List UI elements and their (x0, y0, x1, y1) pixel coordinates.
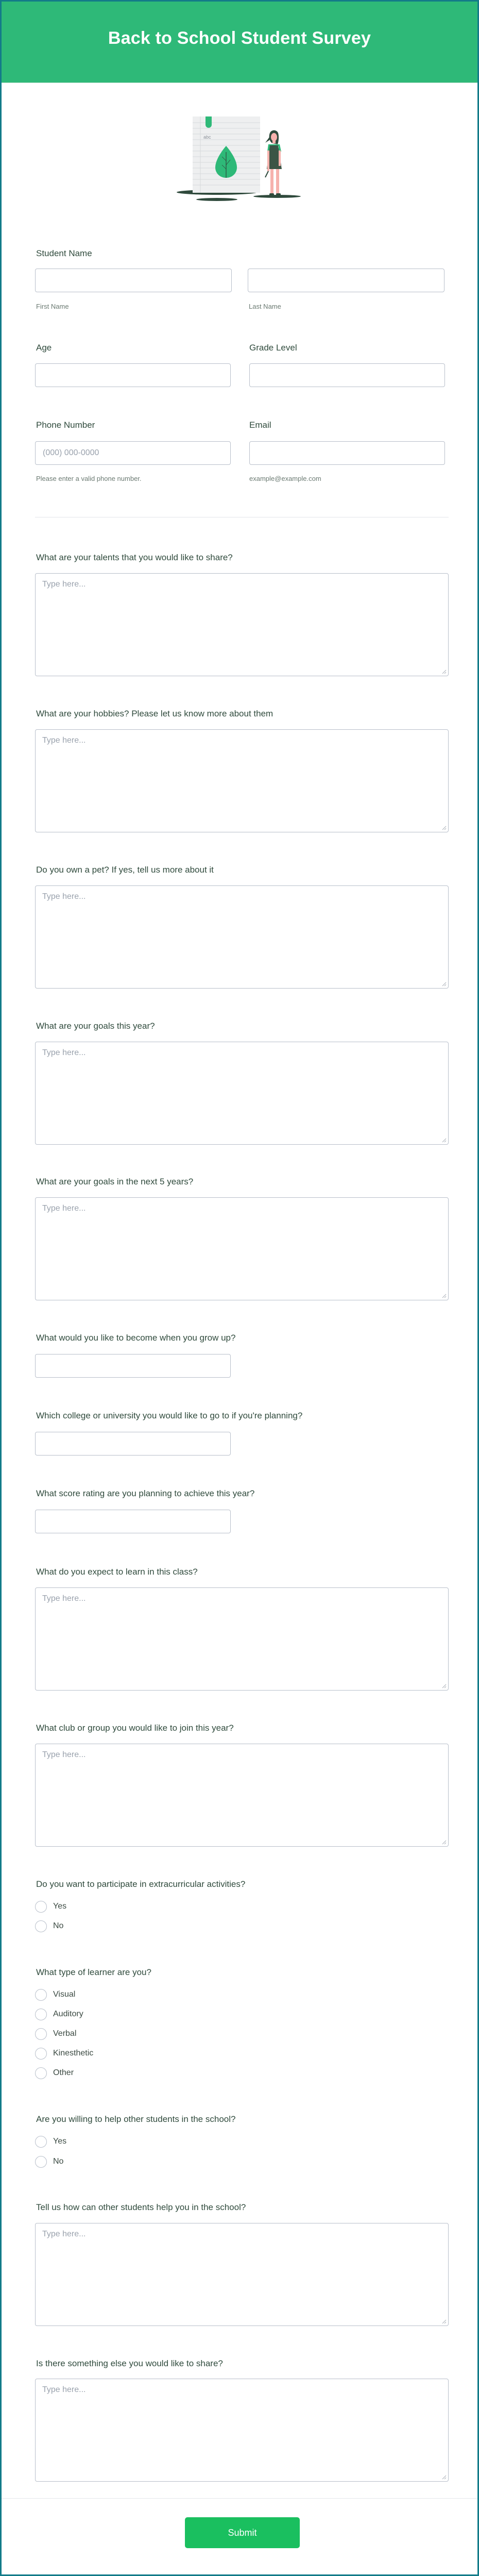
goals-5-years-label: What are your goals in the next 5 years? (36, 1177, 194, 1186)
pet-placeholder: Type here... (42, 892, 86, 901)
become-input[interactable] (35, 1354, 231, 1378)
goals-this-year-label: What are your goals this year? (36, 1021, 155, 1031)
phone-number-input[interactable]: (000) 000-0000 (35, 441, 231, 465)
help-others-option-yes[interactable]: Yes (35, 2135, 66, 2148)
last-name-input[interactable] (248, 269, 444, 292)
radio-button[interactable] (35, 2048, 47, 2060)
extracurricular-option-yes[interactable]: Yes (35, 1900, 66, 1913)
something-else-label: Is there something else you would like to share? (36, 2358, 223, 2368)
extracurricular-option-no[interactable]: No (35, 1919, 63, 1933)
expect-to-learn-label: What do you expect to learn in this class? (36, 1567, 198, 1577)
email-help-text: example@example.com (249, 475, 321, 482)
last-name-sublabel: Last Name (249, 303, 281, 310)
club-textarea[interactable] (35, 1744, 449, 1847)
resize-grip-icon[interactable] (441, 1683, 447, 1688)
learner-option-verbal[interactable]: Verbal (35, 2027, 76, 2040)
college-input[interactable] (35, 1432, 231, 1456)
talents-label: What are your talents that you would like to share? (36, 553, 233, 562)
radio-button[interactable] (35, 1989, 47, 2001)
score-rating-label: What score rating are you planning to achieve this year? (36, 1488, 255, 1498)
help-you-label: Tell us how can other students help you in the school? (36, 2202, 246, 2212)
goals-this-year-textarea[interactable] (35, 1042, 449, 1145)
radio-button[interactable] (35, 2028, 47, 2040)
goals-5-years-placeholder: Type here... (42, 1204, 86, 1213)
help-you-textarea[interactable] (35, 2223, 449, 2326)
expect-to-learn-placeholder: Type here... (42, 1594, 86, 1603)
resize-grip-icon[interactable] (441, 981, 447, 986)
grade-level-label: Grade Level (249, 343, 297, 353)
something-else-textarea[interactable] (35, 2379, 449, 2482)
talents-placeholder: Type here... (42, 580, 86, 589)
grade-level-input[interactable] (249, 363, 445, 387)
help-you-placeholder: Type here... (42, 2230, 86, 2238)
talents-textarea[interactable] (35, 573, 449, 676)
goals-5-years-textarea[interactable] (35, 1197, 449, 1300)
student-notebook-illustration (177, 113, 303, 206)
resize-grip-icon[interactable] (441, 1839, 447, 1845)
help-others-option-no[interactable]: No (35, 2155, 63, 2168)
submit-button[interactable]: Submit (185, 2517, 300, 2548)
goals-this-year-placeholder: Type here... (42, 1048, 86, 1057)
first-name-input[interactable] (35, 269, 232, 292)
something-else-placeholder: Type here... (42, 2385, 86, 2394)
student-name-label: Student Name (36, 248, 92, 258)
hobbies-textarea[interactable] (35, 729, 449, 832)
form-header (2, 2, 477, 83)
radio-button[interactable] (35, 1901, 47, 1913)
phone-help-text: Please enter a valid phone number. (36, 475, 142, 482)
svg-text:abc: abc (203, 135, 211, 140)
first-name-sublabel: First Name (36, 303, 69, 310)
club-placeholder: Type here... (42, 1750, 86, 1759)
become-label: What would you like to become when you grow up? (36, 1333, 236, 1343)
radio-button[interactable] (35, 2136, 47, 2148)
pet-label: Do you own a pet? If yes, tell us more about it (36, 865, 214, 875)
email-label: Email (249, 420, 271, 430)
learner-option-other[interactable]: Other (35, 2066, 74, 2080)
email-input[interactable] (249, 441, 445, 465)
resize-grip-icon[interactable] (441, 1293, 447, 1298)
phone-number-label: Phone Number (36, 420, 95, 430)
learner-option-auditory[interactable]: Auditory (35, 2008, 83, 2021)
radio-button[interactable] (35, 2009, 47, 2020)
resize-grip-icon[interactable] (441, 825, 447, 830)
age-label: Age (36, 343, 52, 353)
resize-grip-icon[interactable] (441, 669, 447, 674)
radio-button[interactable] (35, 2156, 47, 2168)
club-label: What club or group you would like to join this year? (36, 1723, 234, 1733)
score-rating-input[interactable] (35, 1510, 231, 1533)
resize-grip-icon[interactable] (441, 1138, 447, 1143)
learner-type-label: What type of learner are you? (36, 1967, 151, 1977)
radio-button[interactable] (35, 1920, 47, 1932)
extracurricular-label: Do you want to participate in extracurricular activities? (36, 1879, 246, 1889)
learner-option-visual[interactable]: Visual (35, 1988, 75, 2001)
hobbies-label: What are your hobbies? Please let us know more about them (36, 709, 273, 718)
footer-divider (2, 2498, 477, 2499)
form-title: Back to School Student Survey (108, 28, 371, 48)
college-label: Which college or university you would like to go to if you're planning? (36, 1411, 303, 1420)
hobbies-placeholder: Type here... (42, 736, 86, 745)
expect-to-learn-textarea[interactable] (35, 1587, 449, 1691)
age-input[interactable] (35, 363, 231, 387)
learner-option-kinesthetic[interactable]: Kinesthetic (35, 2047, 93, 2060)
help-others-label: Are you willing to help other students in the school? (36, 2114, 236, 2124)
resize-grip-icon[interactable] (441, 2474, 447, 2480)
radio-button[interactable] (35, 2067, 47, 2079)
resize-grip-icon[interactable] (441, 2319, 447, 2324)
pet-textarea[interactable] (35, 885, 449, 989)
